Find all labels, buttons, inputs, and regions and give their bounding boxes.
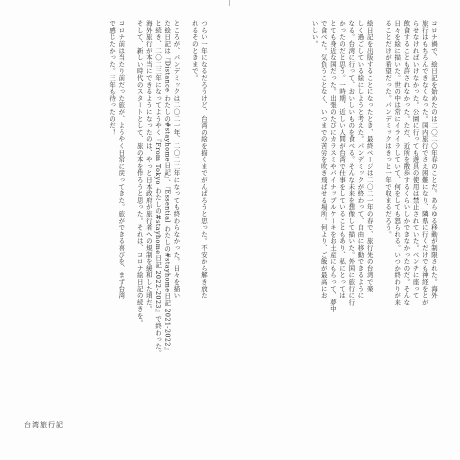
text-line: で食べた。気負うことなく、いつまでの苦労を吹き飛ばせる場所。何より、ご飯が最高にお (319, 20, 328, 299)
text-line: 旅行はもちろんできなくなった。国内旅行でさえ困難になり、隣県に行くだけでも神経をとが (420, 20, 429, 306)
text-line: と続き、二〇二三年になってようやく『From Tokyo わたしの#stayhome日記 2022-2023』で終わった。 (154, 20, 163, 357)
left-page-text (12, 20, 208, 430)
text-line: た絵日記は『Distance わたしの#stayhome日記』、『Essential わたしの#stayhome日記 2021-2022』 (163, 20, 172, 354)
text-line: なる。台湾に行って、おいしいものを食べる。そんな未来を想像して描いた。外国に旅行に行 (347, 20, 356, 306)
paragraph-gap (125, 20, 134, 430)
paragraph-gap (180, 20, 189, 430)
paragraph-gap (374, 20, 383, 430)
text-line: 海外旅行が本当にできるようになったのは、やっと日本政府が旅行者への規制を緩和した頃だ。 (144, 20, 153, 313)
text-line: しく過ごしている絵にしようと考えた。パンデミックが終わって、自由に移動できるように (356, 20, 365, 299)
text-line: コロナ禍で、絵日記を始めたのは二〇二〇年春のことだ。あらゆる移動が制限された。海外 (430, 20, 438, 299)
text-line: ることだけが希望だった。パンデミックはきっと一年で収まるだろう。 (384, 20, 393, 238)
running-footer-title: 台湾旅行記 (24, 421, 64, 429)
text-line: で感じたかった。三年も待ったのだ！ (108, 20, 117, 136)
text-line: れるそのときまで。 (190, 20, 199, 82)
text-line: つらい一年になるだろうけど、台湾の絵を描くまでがんばろうと思った。不安から解き放た (200, 20, 208, 299)
text-line: コロナ前は当たり前だった旅が、ようやく日常に戻ってきた。旅ができる喜びを、まず台湾 (117, 20, 126, 299)
text-line: 絵日記を出版することになったとき、最終ページは二〇二一年の春で、旅行先の台湾で楽 (365, 20, 374, 292)
text-line: らせなければいけなかった。公園に行っても遊具の使用は禁止されていた。ベンチに座って (411, 20, 420, 299)
text-line: かったのだと思う。一時期、近しい人間が台湾で仕事をしていることもあり、私にとっては (338, 20, 347, 299)
text-line: とても身近な国だった。出張のたびにカラスミやパイナップルケーキをお土産にもらって、夢中 (328, 20, 337, 313)
page-gutter-mark (229, 0, 230, 6)
text-line: 飲食することも許されなかった。ただ、近所を散歩するくらいしかできなかったのだ。そんな (402, 20, 411, 306)
text-line: 日々を絵に描いた。世の中は常にイライラしていて、何をしても怒られる。いつか終わりが来 (393, 20, 402, 306)
right-page-text (252, 20, 438, 430)
text-line: いしい。 (310, 20, 319, 48)
text-line: ところが、パンデミックは二〇二一年、二〇二二年になっても終わらなかった。日々を描い (172, 20, 181, 299)
text-line: そして、新しい時代のスタートとして、旅の本を作ろうと思った。それは、コロナ絵日記の続きを。 (135, 20, 144, 326)
